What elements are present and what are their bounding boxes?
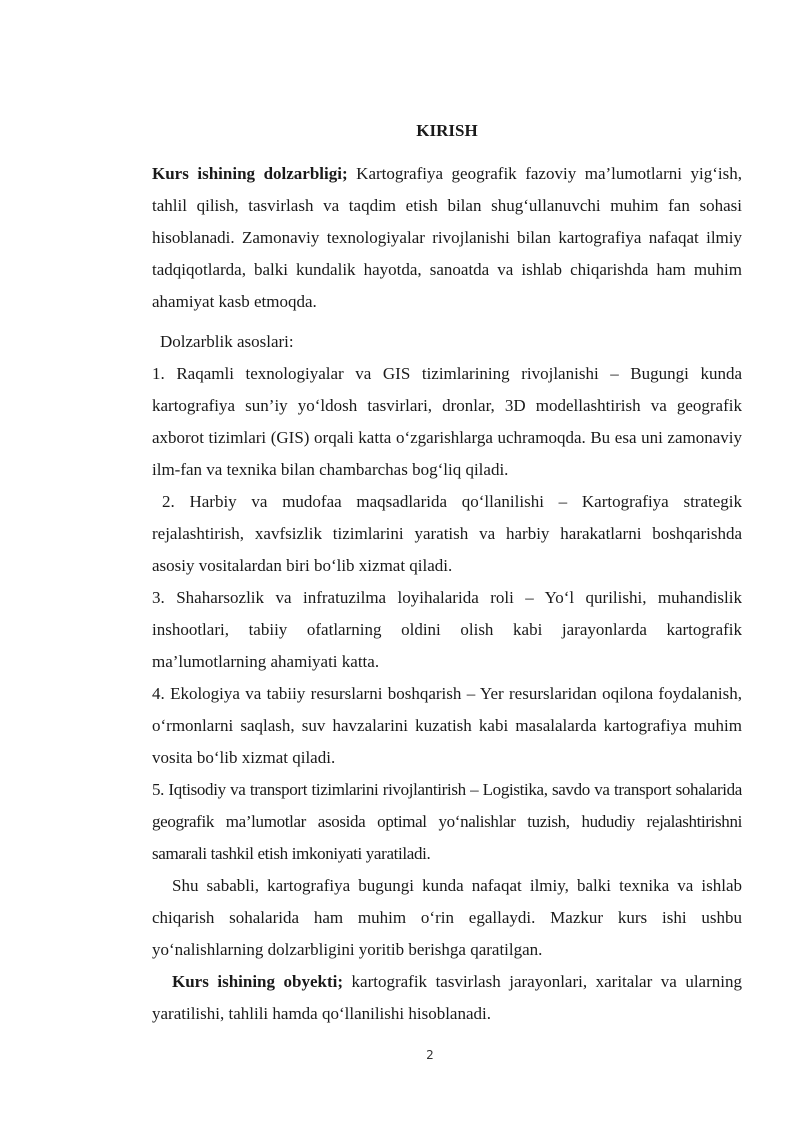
conclusion-paragraph: Shu sababli, kartografiya bugungi kunda nafaqat ilmiy, balki texnika va ishlab chiqarish sohalarida ham muhim o‘rin egallaydi. Mazkur kurs ishi ushbu yo‘nalishlarning dolzarbligini yoritib berishga qaratilgan.	[152, 876, 742, 959]
list-item-1: 1. Raqamli texnologiyalar va GIS tizimlarining rivojlanishi – Bugungi kunda kartografiya sun’iy yo‘ldosh tasvirlari, dronlar, 3D modellashtirish va geografik axborot tizimlari (GIS) orqali katta o‘zgarishlarga uchramoqda. Bu esa uni zamonaviy ilm-fan va texnika bilan chambarchas bog‘liq qiladi.	[152, 364, 742, 479]
intro-label: Kurs ishining dolzarbligi;	[152, 164, 348, 183]
page-number: 2	[426, 1048, 434, 1062]
list-item-3: 3. Shaharsozlik va infratuzilma loyihalarida roli – Yo‘l qurilishi, muhandislik inshootlari, tabiiy ofatlarning oldini olish kabi jarayonlarda kartografik ma’lumotlarning ahamiyati katta.	[152, 588, 742, 671]
object-paragraph	[152, 966, 742, 1030]
intro-paragraph	[152, 158, 742, 318]
intro-text: Kartografiya geografik fazoviy ma’lumotlarni yig‘ish, tahlil qilish, tasvirlash va taqdim etish bilan shug‘ullanuvchi muhim fan sohasi hisoblanadi. Zamonaviy texnologiyalar rivojlanishi bilan kartografiya nafaqat ilmiy tadqiqotlarda, balki kundalik hayotda, sanoatda va ishlab chiqarishda ham muhim ahamiyat kasb etmoqda.	[152, 164, 742, 311]
basis-heading: Dolzarblik asoslari:	[160, 332, 294, 351]
list-item-5: 5. Iqtisodiy va transport tizimlarini rivojlantirish – Logistika, savdo va transport sohalarida geografik ma’lumotlar asosida optimal yo‘nalishlar tuzish, hududiy rejalashtirishni samarali tashkil etish imkoniyati yaratiladi.	[152, 780, 742, 863]
object-label: Kurs ishining obyekti;	[172, 972, 344, 991]
page-title: KIRISH	[416, 121, 478, 140]
list-item-4: 4. Ekologiya va tabiiy resurslarni boshqarish – Yer resurslaridan oqilona foydalanish, o‘rmonlarni saqlash, suv havzalarini kuzatish kabi masalalarda kartografiya muhim vosita bo‘lib xizmat qiladi.	[152, 684, 742, 767]
document-page	[152, 120, 742, 1030]
object-text: kartografik tasvirlash jarayonlari, xaritalar va ularning yaratilishi, tahlili hamda qo‘llanilishi hisoblanadi.	[152, 972, 742, 1023]
list-item-2: 2. Harbiy va mudofaa maqsadlarida qo‘llanilishi – Kartografiya strategik rejalashtirish, xavfsizlik tizimlarini yaratish va harbiy harakatlarni boshqarishda asosiy vositalardan biri bo‘lib xizmat qiladi.	[152, 492, 742, 575]
